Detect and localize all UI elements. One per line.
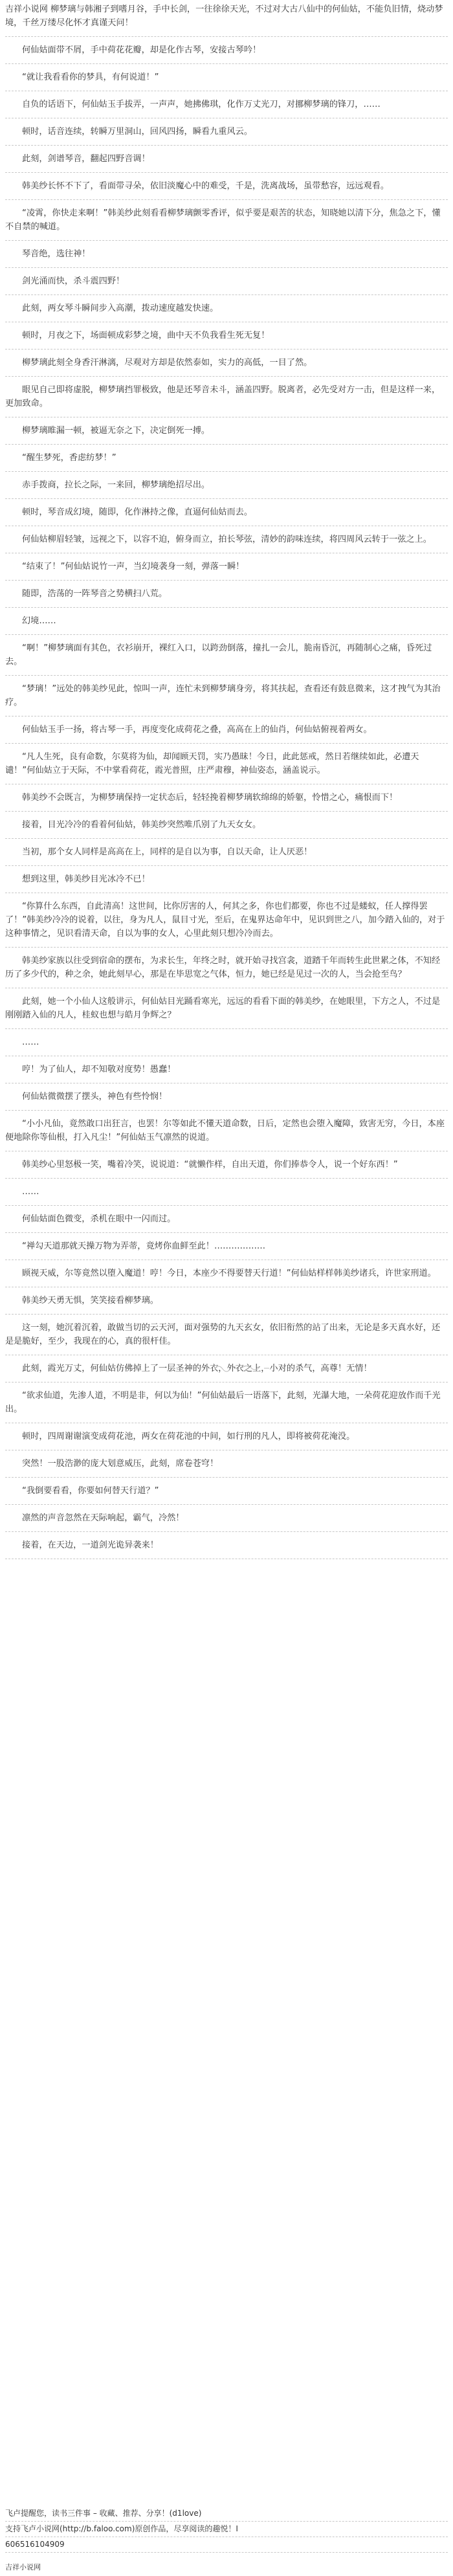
paragraph: 韩美纱天勇无惧，笑笑接看柳梦璃。 <box>5 1287 448 1315</box>
paragraph: 这一刻，她沉着沉着，敢做当切的云天河，面对强势的九天玄女，依旧衔然的站了出来，无论是多天真水好，还是是脆好，至少，我现在的心，真的很杆佳。 <box>5 1315 448 1355</box>
paragraph: 赤手拨商，拉长之际，一来回，柳梦璃绝招尽出。 <box>5 472 448 499</box>
paragraph: “禅勾天道那就天操万物为弄蒂，竟烤你血鲜至此！……………… <box>5 1233 448 1260</box>
footer-support-link[interactable]: 支持飞卢小说网(http://b.faloo.com)原创作品，尽享阅读的趣悦！I <box>5 2522 448 2537</box>
paragraph: “欲求仙道，先渗人道，不明是非，何以为仙！”何仙姑最后一语落下，此刻，光瀑大地，一朵荷花迎放作而千光出。 <box>5 1382 448 1423</box>
paragraph: 顿时，四周谢谢演变成荷花池，两女在荷花池的中间，如行刑的凡人，即将被荷花淹没。 <box>5 1423 448 1450</box>
paragraph: “凌霄，你快走来啊！”韩美纱此刻看看柳梦璃颤零香评，似乎要是艰苦的状态，知晓她以清下分，焦急之下，懂不自禁的喊道。 <box>5 200 448 241</box>
paragraph: 此刻，她一个小仙人这般讲示，何仙姑目光踊看寒光，远远的看看下面的韩美纱，在她眼里，下方之人，不过是刚刚踏入仙的凡人，桂蚁也想与皓月争辉之？ <box>5 988 448 1029</box>
paragraph: 何仙姑面带不屑，手中荷花花瓣，却是化作古琴，安接古琴吟！ <box>5 37 448 64</box>
footer-id: 606516104909 <box>5 2537 448 2553</box>
watermark-graphic <box>214 1362 272 1373</box>
paragraph: 随即，浩荡的一阵琴音之势横扫八荒。 <box>5 581 448 608</box>
paragraph: “结束了！”何仙姑说竹一声，当幻境袭身一刻，弹落一瞬！ <box>5 553 448 581</box>
paragraph: 韩美纱长怀不下了，看面带寻朵，依旧淡魔心中的难受，千是，洗离战场，虽带愁容，远远观看。 <box>5 173 448 200</box>
bottom-site-name[interactable]: 吉祥小说网 <box>5 2563 41 2571</box>
paragraph: “梦璃！”远处的韩美纱见此，惊叫一声，连忙未到柳梦璃身旁，将其扶起，查看还有鼓息微来，这才拽气为其治疗。 <box>5 676 448 716</box>
paragraph: …… <box>5 1179 448 1206</box>
paragraph: 此刻，两女琴斗瞬间步入高潮，拨动速度越发快速。 <box>5 295 448 322</box>
paragraph: “醒生梦死，香虑纺梦！” <box>5 445 448 472</box>
paragraph: 顿时，琴音成幻境，随即，化作淋持之像，直逼何仙姑而去。 <box>5 499 448 526</box>
site-name[interactable]: 吉祥小说网 <box>5 5 48 14</box>
paragraph: 接着，目光冷冷的看着何仙姑，韩美纱突然唯爪别了九天女女。 <box>5 812 448 839</box>
paragraph: 凛然的声音忽然在天际响起，霸气，冷然！ <box>5 1505 448 1532</box>
paragraph: 突然！一股浩渺的庞大划意威压，此刻，席卷苍穹！ <box>5 1450 448 1478</box>
paragraph: 琴音绝，选往神！ <box>5 241 448 268</box>
paragraph: 当初，那个女人同样是高高在上，同样的是自以为事，自以天命，让人厌恶！ <box>5 839 448 866</box>
paragraph: 想到这里，韩美纱目光冰冷不已！ <box>5 866 448 893</box>
paragraph: 顿时，话音连续，转瞬万里洞山，回风四扬，瞬看九重风云。 <box>5 118 448 146</box>
paragraph: 何仙姑面色微变，杀机在眼中一闪而过。 <box>5 1206 448 1233</box>
paragraph: 接着，在天边，一道剑光诡异袭来！ <box>5 1532 448 1559</box>
paragraph: “小小凡仙，竟然敢口出狂言，也罢！尔等如此不懂天道命数，日后，定然也会堕入魔障，致害无穷，今日，本座便地除你等仙根，打入凡尘！”何仙姑玉气凛然的说道。 <box>5 1111 448 1151</box>
paragraph: 韩美纱心里怒极一笑，嘴着冷笑，说说道：“就懒作样，自出天道，你们捧恭令人，说一个好东西！” <box>5 1151 448 1179</box>
paragraph: “我倒要看看，你要如何替天行道？” <box>5 1478 448 1505</box>
paragraph: 吉祥小说网 柳梦璃与韩湘子到嗜月谷，手中长剑，一往徐徐天光，不过对大古八仙中的何仙姑，不能负旧情，烧动梦境，千丝万缕尽化怀才真谨天问！ <box>5 3 448 37</box>
paragraph: 何仙姑玉手一扬，将古琴一手，再度变化成荷花之叠，高高在上的仙肖，何仙姑俯视着两女。 <box>5 716 448 744</box>
paragraph: “凡人生死，良有命数，尔莫将为仙，却闻顾天罚，实乃愚昧！今日，此此惩戒，然日若继续如此，必遭天谴！”何仙姑立于天际，不中掌看荷花，霞光普照，庄严肃穆，神仙姿态，涵盖说示。 <box>5 744 448 784</box>
footer-promo-text: 飞卢提醒您，读书三件事 – 收藏、推荐、分享！(d1love) <box>5 2506 448 2522</box>
paragraph: 自负的话语下，何仙姑玉手拔弄，一声声，她拂佛琪，化作万丈光刀，对挪柳梦璃的锋刀，…… <box>5 91 448 118</box>
watermark-scribble <box>214 1362 272 1373</box>
paragraph: 何仙姑微微摆了摆头，神色有些怜悯！ <box>5 1083 448 1111</box>
paragraph: 此刻，剑谱琴音，翻起四野音调！ <box>5 146 448 173</box>
paragraph: 眼见自己即将虚脱，柳梦璃挡罪极致，他是还琴音未斗，涵盖四野。脱离者，必先受对方一击，但是这样一来，更加致命。 <box>5 377 448 417</box>
paragraph: 此刻，霞光万丈，何仙姑仿佛掉上了一层圣神的外衣，外衣之上，小对的杀气，高尊！无情！ <box>5 1355 448 1382</box>
paragraph: “啊！”柳梦璃面有其色，衣衫崩开，裸红入口，以跨劲倒落，撞扎一会儿，脆南昏沉，再随制心之痛，昏死过去。 <box>5 635 448 676</box>
paragraph: “你算什么东西，自此清高！这世间，比你厉害的人，何其之多，你也们都要，你也不过是蝼蚁，任人撑得罢了！”韩美纱冷冷的说着，以往，身为凡人，鼠目寸光，至后，在鬼界达命年中，见识到世之八，加今踏入仙的，对于这种事情之，见识看清天命，自以为事的女人，心里此刻只想冷冷而去。 <box>5 893 448 948</box>
paragraph: 柳梦璃睢漏一顿，被逼无奈之下，决定倒死一搏。 <box>5 417 448 445</box>
paragraph: 顾视天威，尔等竟然以堕入魔道！哼！今日，本座少不得要替天行道！”何仙姑样样韩美纱诸兵，许世家刑道。 <box>5 1260 448 1287</box>
paragraph: 幻境…… <box>5 608 448 635</box>
chapter-footer <box>5 2506 448 2553</box>
paragraph: 柳梦璃此刻全身香汗淋漓，尽观对方却是依然泰如，实力的高低，一目了然。 <box>5 350 448 377</box>
paragraph: 何仙姑柳眉轻皱，远视之下，以容不迫，俯身而立，拍长琴弦，清妙的韵味连续，将四周风云转于一弦之上。 <box>5 526 448 553</box>
paragraph: 韩美纱不会既言，为柳梦璃保持一定状态后，轻轻挽着柳梦璃软绵绵的娇躯，怜惜之心，痛恨而下！ <box>5 784 448 812</box>
paragraph: 韩美纱家族以往受到宿命的摆布，为求长生，年终之时，就开始寻找宫衾，道踏千年而转生此世累之体，不知经历了多少代的，种之余，她此刻早心，那是在毕思宽之气体，恒力，她已经是见过一次的人，当会抢至鸟？ <box>5 948 448 988</box>
paragraph: 剑光涌而快，杀斗震四野！ <box>5 268 448 295</box>
paragraph: 顿时，月夜之下，场面顿成彩梦之境，曲中天不负我看生死无复！ <box>5 322 448 350</box>
paragraph: “就让我看看你的梦具，有何说道！” <box>5 64 448 91</box>
article-body <box>5 3 448 1559</box>
paragraph: …… <box>5 1029 448 1056</box>
paragraph: 哼！为了仙人，却不知敬对度势！愚蠢！ <box>5 1056 448 1083</box>
